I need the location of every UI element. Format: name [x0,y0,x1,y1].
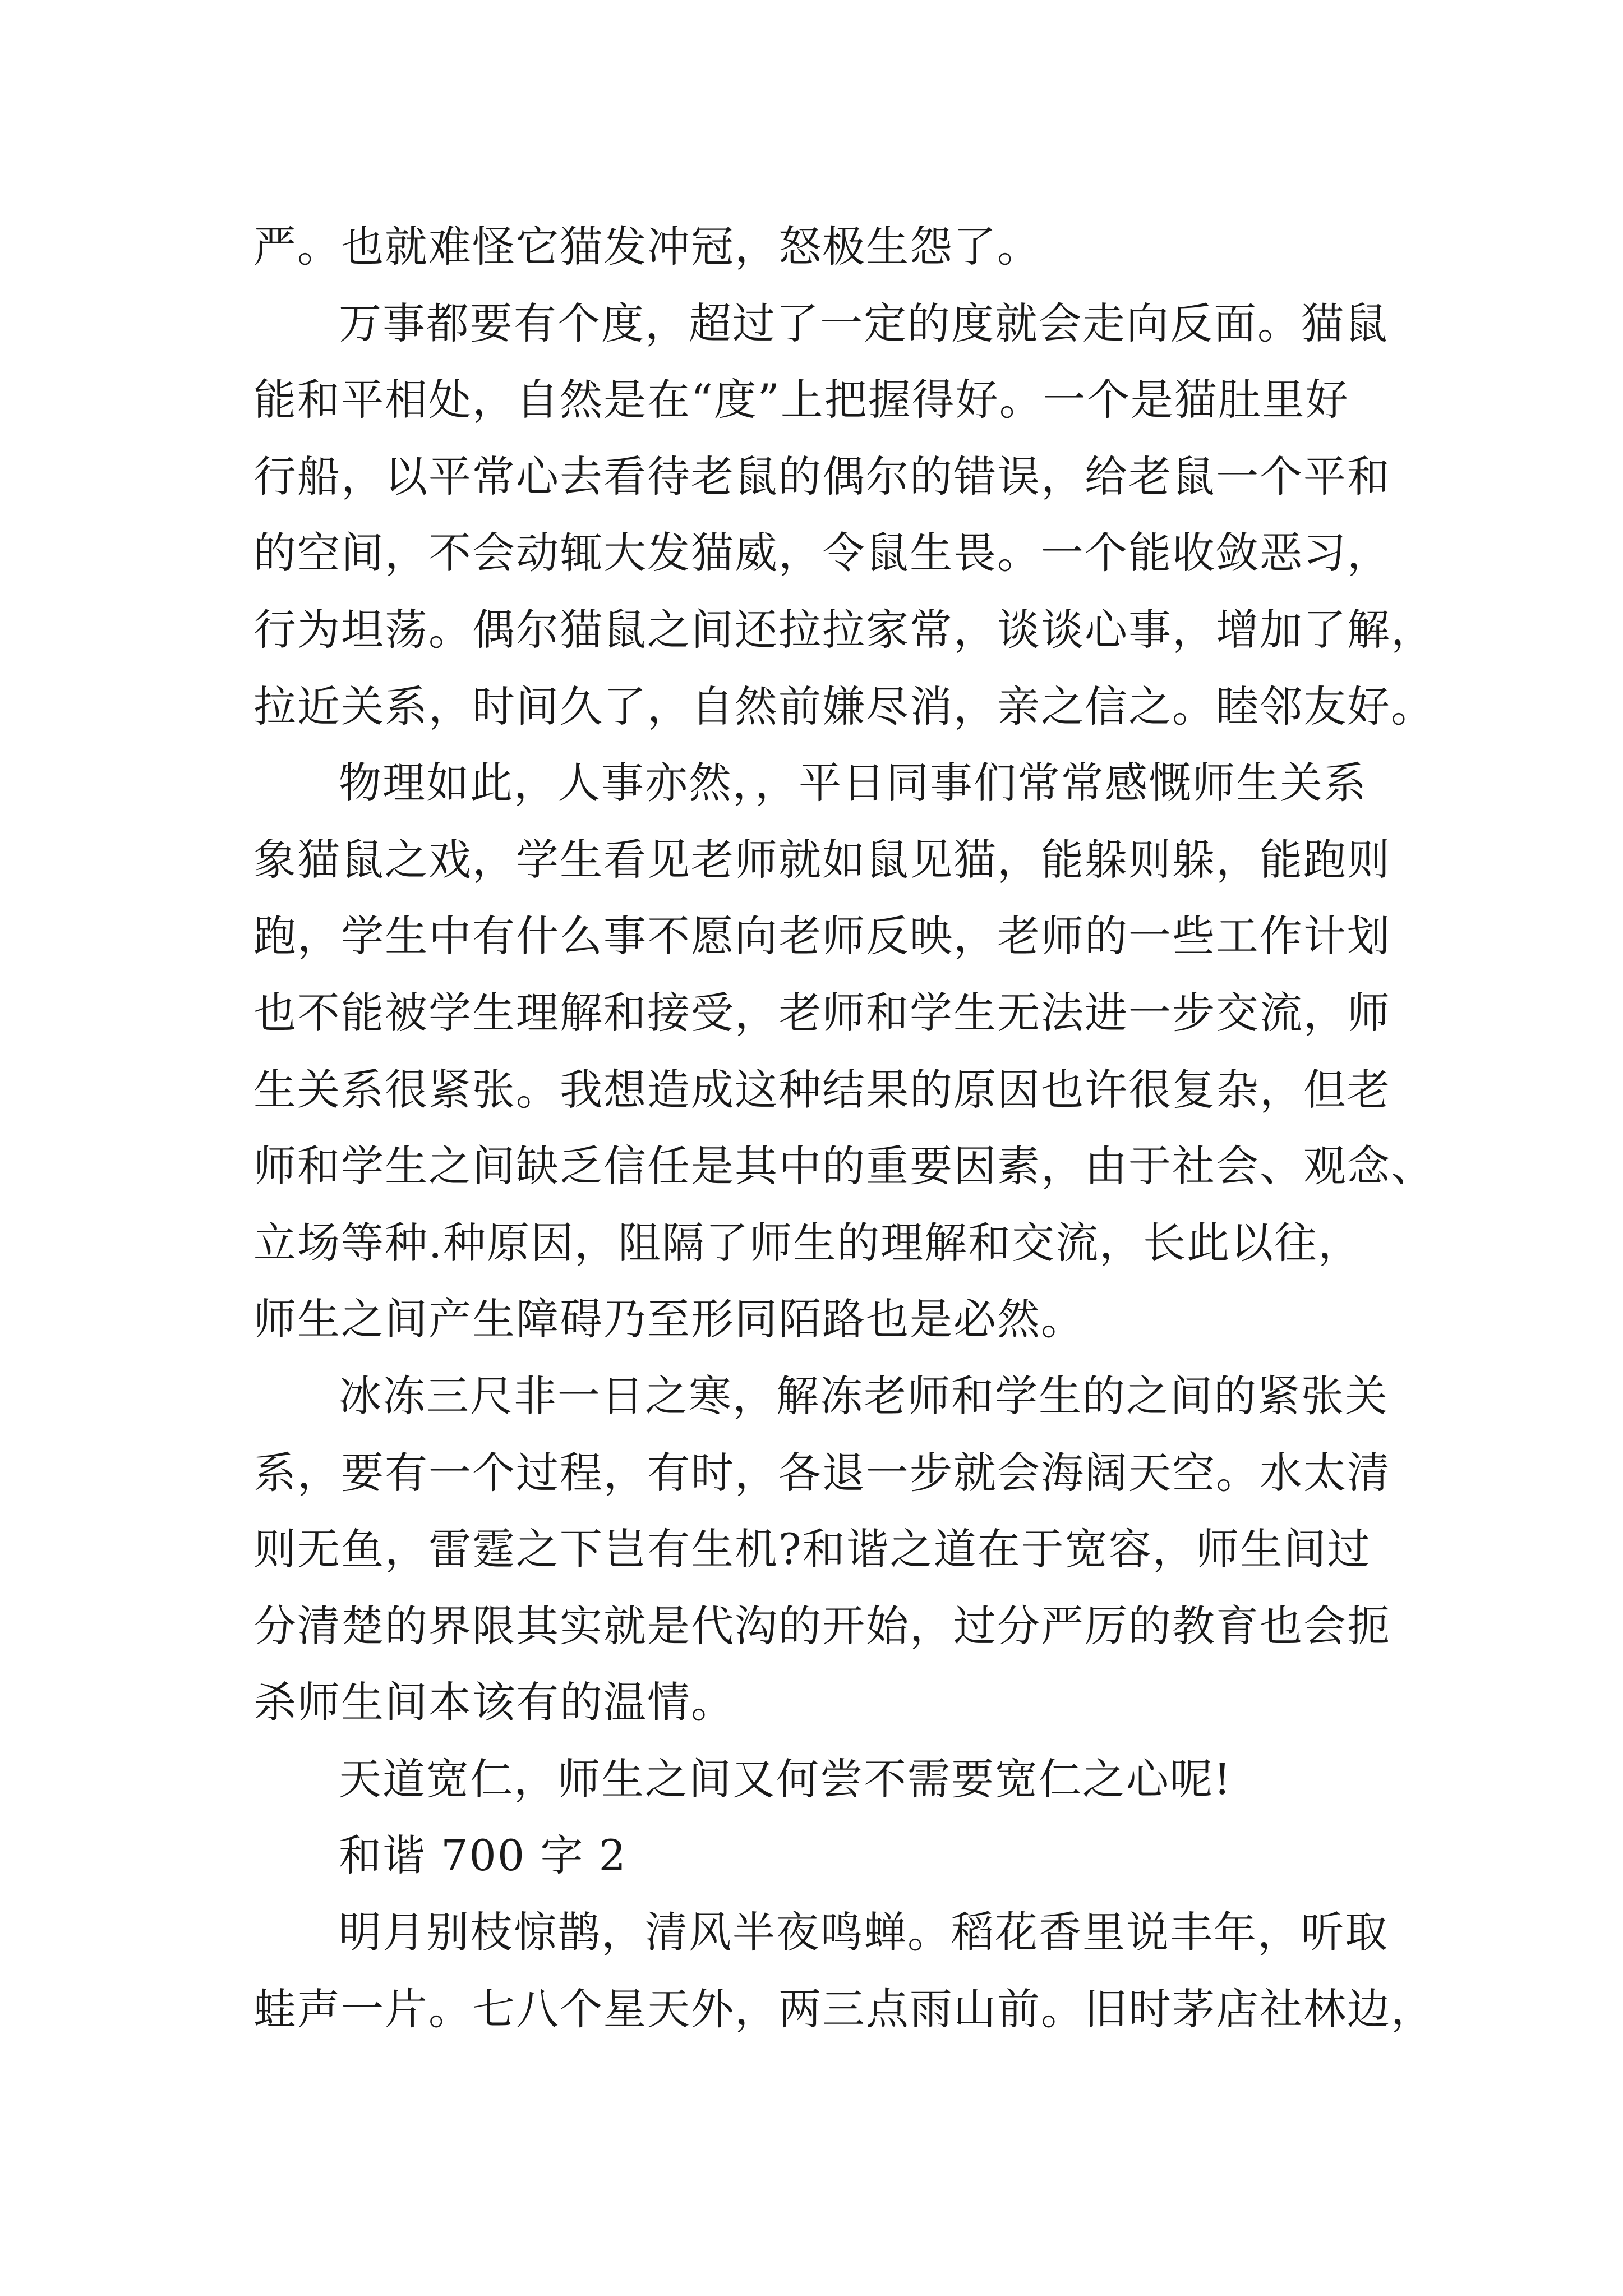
text-line: 冰冻三尺非一日之寒，解冻老师和学生的之间的紧张关 [339,1370,1389,1421]
text-line: 和谐 700 字 2 [339,1830,627,1881]
text-line: 系，要有一个过程，有时，各退一步就会海阔天空。水太清 [253,1447,1391,1498]
text-line: 万事都要有个度，超过了一定的度就会走向反面。猫鼠 [339,298,1389,348]
text-line: 立场等种.种原因，阻隔了师生的理解和交流，长此以往， [253,1217,1362,1268]
text-line: 明月别枝惊鹊，清风半夜鸣蝉。稻花香里说丰年，听取 [339,1907,1389,1958]
text-line: 天道宽仁，师生之间又何尝不需要宽仁之心呢! [339,1754,1232,1804]
text-line: 分清楚的界限其实就是代沟的开始，过分严厉的教育也会扼 [253,1600,1391,1651]
body-text [253,209,1435,2047]
text-line: 能和平相处，自然是在“度”上把握得好。一个是猫肚里好 [253,375,1349,425]
text-line: 蛙声一片。七八个星天外，两三点雨山前。旧时茅店社林边， [253,1984,1435,2034]
text-line: 物理如此，人事亦然，，平日同事们常常感慨师生关系 [339,758,1367,808]
text-line: 象猫鼠之戏，学生看见老师就如鼠见猫，能躲则躲，能跑则 [253,834,1391,885]
text-line: 也不能被学生理解和接受，老师和学生无法进一步交流，师 [253,987,1391,1038]
text-line: 杀师生间本该有的温情。 [253,1677,735,1728]
text-line: 跑，学生中有什么事不愿向老师反映，老师的一些工作计划 [253,911,1391,961]
text-line: 行为坦荡。偶尔猫鼠之间还拉拉家常，谈谈心事，增加了解， [253,604,1435,655]
text-line: 拉近关系，时间久了，自然前嫌尽消，亲之信之。睦邻友好。 [253,681,1435,731]
text-line: 的空间，不会动辄大发猫威，令鼠生畏。一个能收敛恶习， [253,528,1391,578]
text-line: 行船，以平常心去看待老鼠的偶尔的错误，给老鼠一个平和 [253,451,1391,501]
text-line: 师和学生之间缺乏信任是其中的重要因素，由于社会、观念、 [253,1141,1435,1191]
text-line: 则无鱼，雷霆之下岂有生机?和谐之道在于宽容，师生间过 [253,1524,1371,1575]
text-line: 师生之间产生障碍乃至形同陌路也是必然。 [253,1294,1085,1345]
text-line: 严。也就难怪它猫发冲冠，怒极生怨了。 [253,222,1041,272]
text-line: 生关系很紧张。我想造成这种结果的原因也许很复杂，但老 [253,1064,1391,1115]
